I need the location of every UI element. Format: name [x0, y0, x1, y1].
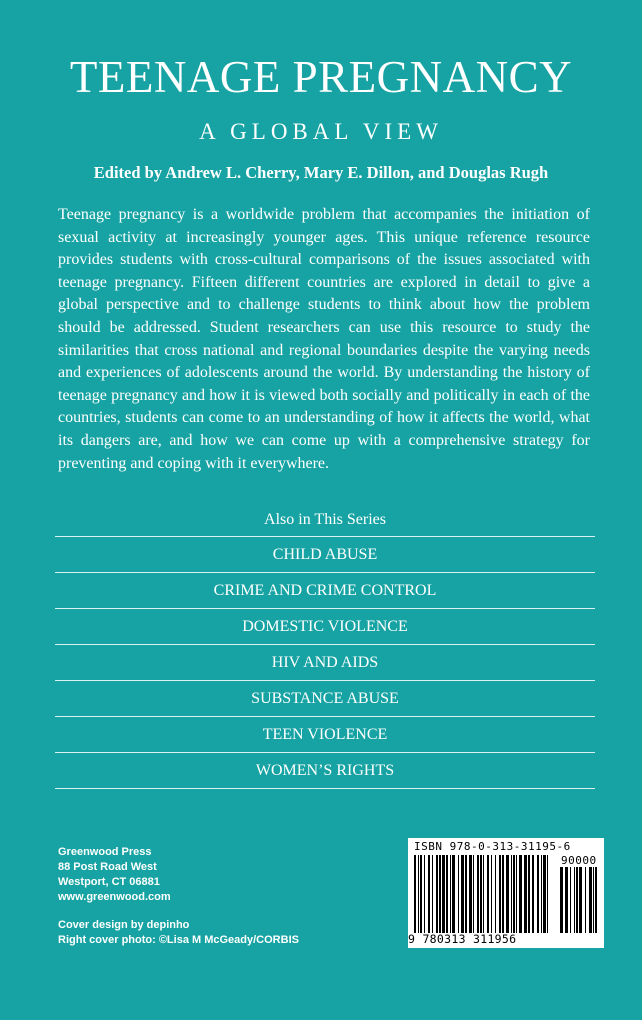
series-item[interactable]: SUBSTANCE ABUSE — [55, 681, 595, 717]
credits-block — [58, 918, 299, 948]
series-item[interactable]: CHILD ABUSE — [55, 537, 595, 573]
barcode-addon-bars — [558, 867, 602, 933]
series-item[interactable]: HIV AND AIDS — [55, 645, 595, 681]
series-item[interactable]: CRIME AND CRIME CONTROL — [55, 573, 595, 609]
cover-photo-credit: Right cover photo: ©Lisa M McGeady/CORBIS — [58, 934, 299, 946]
publisher-name: Greenwood Press — [58, 846, 152, 858]
barcode — [408, 838, 604, 948]
cover-design-credit: Cover design by depinho — [58, 919, 190, 931]
series-heading: Also in This Series — [55, 506, 595, 537]
publisher-address-line1: 88 Post Road West — [58, 861, 157, 873]
publisher-address-line2: Westport, CT 06881 — [58, 876, 160, 888]
price-code: 90000 — [561, 854, 597, 867]
publisher-block — [58, 845, 171, 905]
series-item[interactable]: WOMEN’S RIGHTS — [55, 753, 595, 789]
series-item[interactable]: TEEN VIOLENCE — [55, 717, 595, 753]
barcode-bars — [412, 855, 554, 933]
series-item[interactable]: DOMESTIC VIOLENCE — [55, 609, 595, 645]
editors-line: Edited by Andrew L. Cherry, Mary E. Dillon, and Douglas Rugh — [93, 163, 549, 182]
isbn-text: ISBN 978-0-313-31195-6 — [414, 840, 571, 853]
book-description: Teenage pregnancy is a worldwide problem that accompanies the initiation of sexual activity at increasingly younger ages. This unique reference resource provides students with cross-cultural comparisons of the issues associated with teenage pregnancy. Fifteen different countries are explored in detail to give a global perspective and to challenge students to think about how the problem should be addressed. Student researchers can use this resource to study the similarities that cross national and regional boundaries despite the varying needs and experiences of adolescents around the world. By understanding the history of teenage pregnancy and how it is viewed both socially and politically in each of the countries, students can come to an understanding of how it affects the world, what its dangers are, and how we can come up with a comprehensive strategy for preventing and coping with it everywhere. — [58, 206, 590, 472]
publisher-website[interactable]: www.greenwood.com — [58, 891, 171, 903]
book-subtitle: A GLOBAL VIEW — [199, 119, 443, 144]
ean-number: 9 780313 311956 — [408, 932, 517, 946]
series-list — [55, 506, 595, 789]
book-title: TEENAGE PREGNANCY — [69, 52, 573, 102]
